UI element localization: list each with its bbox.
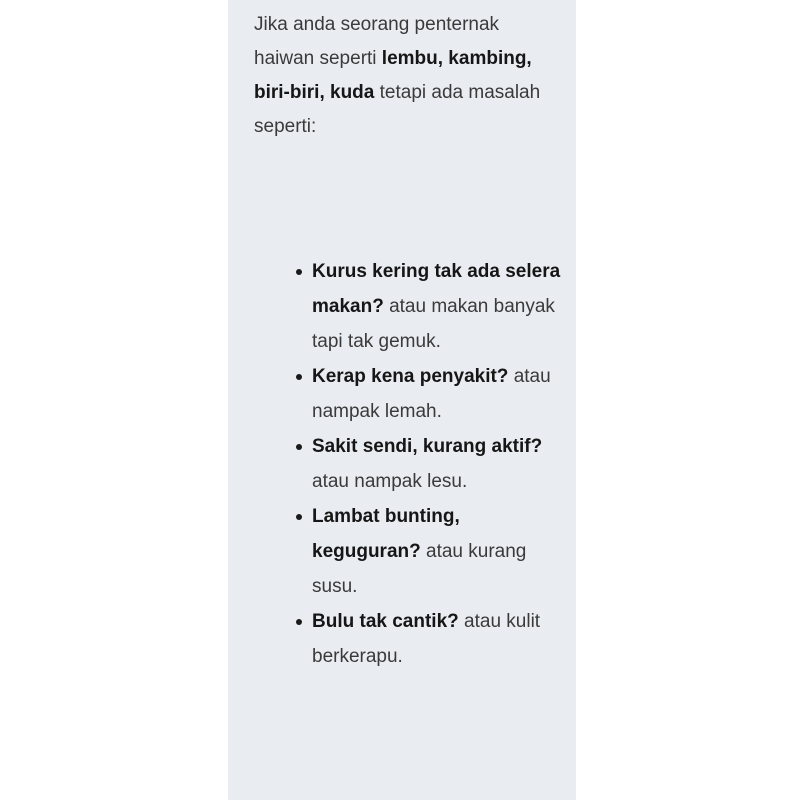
list-item-bold: Sakit sendi, kurang aktif? — [312, 436, 543, 457]
list-item — [290, 604, 570, 674]
list-item-bold: Bulu tak cantik? — [312, 611, 459, 632]
list-item-text: atau kulit berkerapu. — [312, 611, 541, 667]
list-item-text: atau nampak lemah. — [312, 366, 551, 422]
list-item-bold: Kerap kena penyakit? — [312, 366, 509, 387]
list-item — [290, 429, 570, 499]
intro-lead: Jika anda seorang penternak haiwan seperti — [254, 14, 500, 69]
list-item — [290, 499, 570, 604]
list-item — [290, 254, 570, 359]
list-item-text: atau nampak lesu. — [312, 471, 468, 492]
intro-animals: lembu, kambing, biri-biri, kuda — [254, 48, 532, 103]
list-item — [290, 359, 570, 429]
intro-tail: tetapi ada masalah seperti: — [254, 82, 541, 137]
post-body — [254, 8, 564, 144]
intro-paragraph — [254, 8, 564, 144]
list-item-text: atau makan banyak tapi tak gemuk. — [312, 296, 555, 352]
problem-list — [290, 254, 570, 674]
list-item-bold: Kurus kering tak ada selera makan? — [312, 261, 561, 317]
list-item-text: atau kurang susu. — [312, 541, 527, 597]
list-item-bold: Lambat bunting, keguguran? — [312, 506, 460, 562]
